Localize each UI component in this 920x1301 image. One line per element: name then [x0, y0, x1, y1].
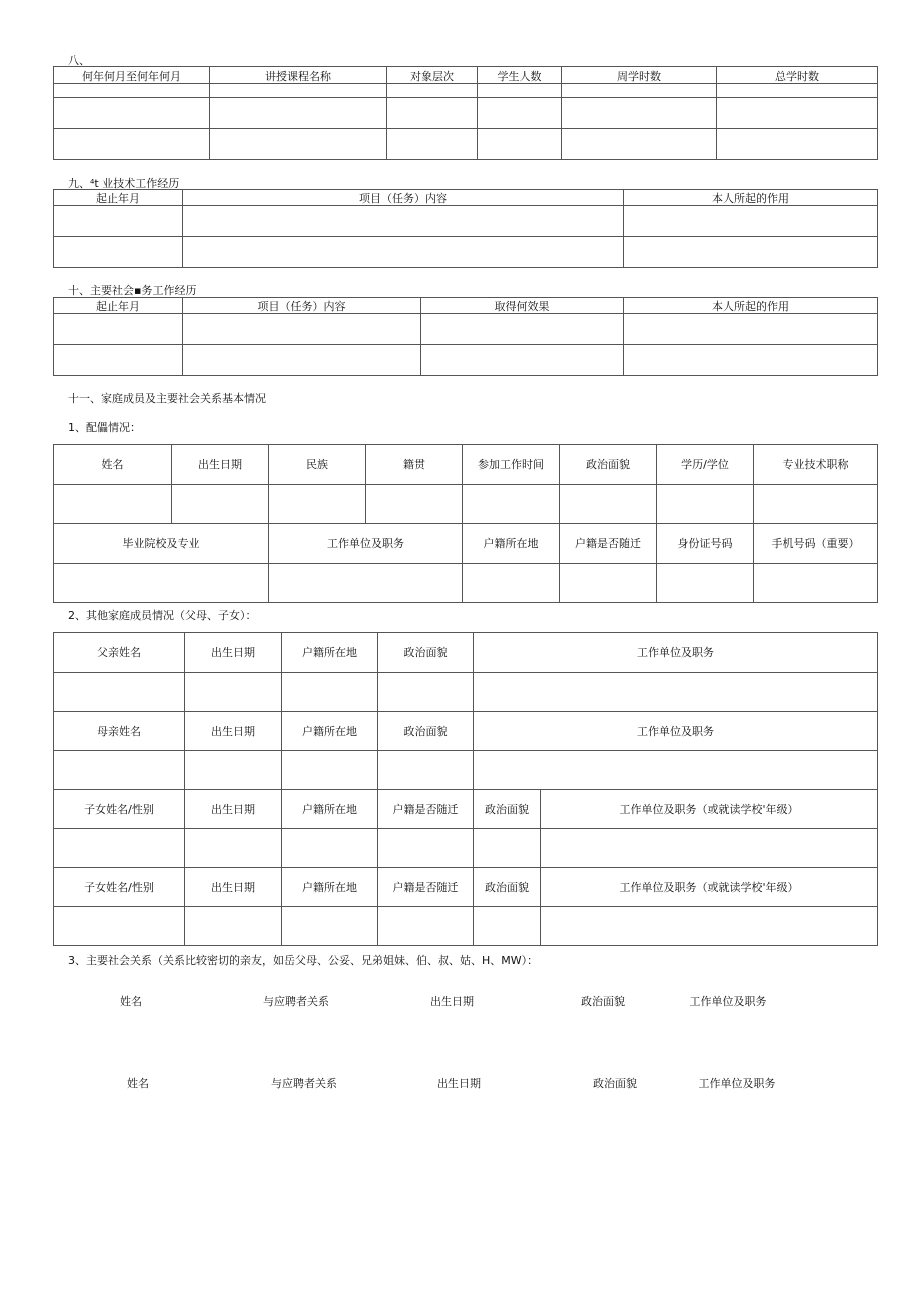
mother-employer-label: 工作单位及职务 — [474, 712, 878, 751]
mother-hukou-label: 户籍所在地 — [282, 712, 378, 751]
child-hukou-label: 户籍所在地 — [282, 790, 378, 829]
header-level: 对象层次 — [387, 67, 478, 84]
header-project: 项目（任务）内容 — [183, 190, 624, 206]
header-period: 何年何月至何年何月 — [54, 67, 210, 84]
table-row — [54, 673, 878, 712]
relation-employer-label: 工作单位及职务 — [698, 1077, 776, 1090]
spouse-phone-label: 手机号码（重要） — [754, 524, 878, 564]
spouse-political-label: 政治面貌 — [560, 445, 657, 485]
relation-birthdate-label: 出生日期 — [430, 995, 474, 1008]
family-title: 2、其他家庭成员情况（父母、子女）： — [68, 609, 257, 622]
spouse-hometown-label: 籍贯 — [366, 445, 463, 485]
child-employer-label: 工作单位及职务（或就读学校'年级） — [541, 868, 878, 907]
header-weekly-hours: 周学时数 — [562, 67, 717, 84]
section-9-title: 九、⁴t 业技术工作经历 — [68, 177, 180, 190]
social-work-table — [53, 297, 878, 376]
spouse-birthdate-label: 出生日期 — [172, 445, 269, 485]
spouse-name-label: 姓名 — [54, 445, 172, 485]
spouse-degree-label: 学历/学位 — [657, 445, 754, 485]
section-8-title: 八、 — [68, 54, 90, 67]
relation-political-label: 政治面貌 — [593, 1077, 637, 1090]
header-period: 起止年月 — [54, 190, 183, 206]
spouse-title-label: 专业技术职称 — [754, 445, 878, 485]
header-students: 学生人数 — [478, 67, 562, 84]
child-name-label: 子女姓名/性别 — [54, 790, 185, 829]
child-birthdate-label: 出生日期 — [185, 868, 282, 907]
relation-type-label: 与应聘者关系 — [263, 995, 329, 1008]
child-hukou-transfer-label: 户籍是否随迁 — [378, 868, 474, 907]
mother-political-label: 政治面貌 — [378, 712, 474, 751]
table-row — [54, 237, 878, 268]
child-hukou-label: 户籍所在地 — [282, 868, 378, 907]
spouse-hukou-label: 户籍所在地 — [463, 524, 560, 564]
spouse-hukou-transfer-label: 户籍是否随迁 — [560, 524, 657, 564]
family-table — [53, 632, 878, 946]
section-11-title: 十一、家庭成员及主要社会关系基本情况 — [68, 392, 266, 405]
father-name-label: 父亲姓名 — [54, 633, 185, 673]
father-employer-label: 工作单位及职务 — [474, 633, 878, 673]
header-project: 项目（任务）内容 — [183, 298, 421, 314]
father-birthdate-label: 出生日期 — [185, 633, 282, 673]
child-political-label: 政治面貌 — [474, 790, 541, 829]
father-hukou-label: 户籍所在地 — [282, 633, 378, 673]
table-row — [54, 751, 878, 790]
mother-name-label: 母亲姓名 — [54, 712, 185, 751]
mother-birthdate-label: 出生日期 — [185, 712, 282, 751]
relations-title: 3、主要社会关系（关系比较密切的亲友，如岳父母、公妥、兄弟姐妹、伯、叔、姑、H、MW）： — [68, 954, 539, 967]
relation-birthdate-label: 出生日期 — [437, 1077, 481, 1090]
header-total-hours: 总学时数 — [717, 67, 878, 84]
table-row — [54, 829, 878, 868]
child-political-label: 政治面貌 — [474, 868, 541, 907]
table-row — [54, 345, 878, 376]
section-10-title: 十、主要社会▪务工作经历 — [68, 284, 197, 297]
table-row — [54, 907, 878, 946]
spouse-work-start-label: 参加工作时间 — [463, 445, 560, 485]
spouse-id-label: 身份证号码 — [657, 524, 754, 564]
spouse-table — [53, 444, 878, 603]
child-name-label: 子女姓名/性别 — [54, 868, 185, 907]
header-role: 本人所起的作用 — [624, 298, 878, 314]
table-row — [54, 206, 878, 237]
header-role: 本人所起的作用 — [624, 190, 878, 206]
spouse-employer-label: 工作单位及职务 — [269, 524, 463, 564]
table-row — [54, 129, 878, 160]
child-hukou-transfer-label: 户籍是否随迁 — [378, 790, 474, 829]
relation-name-label: 姓名 — [120, 995, 142, 1008]
father-political-label: 政治面貌 — [378, 633, 474, 673]
header-course: 讲授课程名称 — [210, 67, 387, 84]
header-period: 起止年月 — [54, 298, 183, 314]
relation-name-label: 姓名 — [127, 1077, 149, 1090]
table-row — [54, 485, 878, 524]
technical-work-table — [53, 189, 878, 268]
relation-political-label: 政治面貌 — [581, 995, 625, 1008]
header-effect: 取得何效果 — [421, 298, 624, 314]
table-row — [54, 98, 878, 129]
table-row — [54, 564, 878, 603]
child-employer-label: 工作单位及职务（或就读学校'年级） — [541, 790, 878, 829]
relation-type-label: 与应聘者关系 — [271, 1077, 337, 1090]
spouse-title: 1、配儡情况： — [68, 421, 141, 434]
child-birthdate-label: 出生日期 — [185, 790, 282, 829]
spouse-school-label: 毕业院校及专业 — [54, 524, 269, 564]
teaching-table — [53, 66, 878, 160]
table-row — [54, 84, 878, 98]
table-row — [54, 314, 878, 345]
relation-employer-label: 工作单位及职务 — [689, 995, 767, 1008]
spouse-ethnicity-label: 民族 — [269, 445, 366, 485]
